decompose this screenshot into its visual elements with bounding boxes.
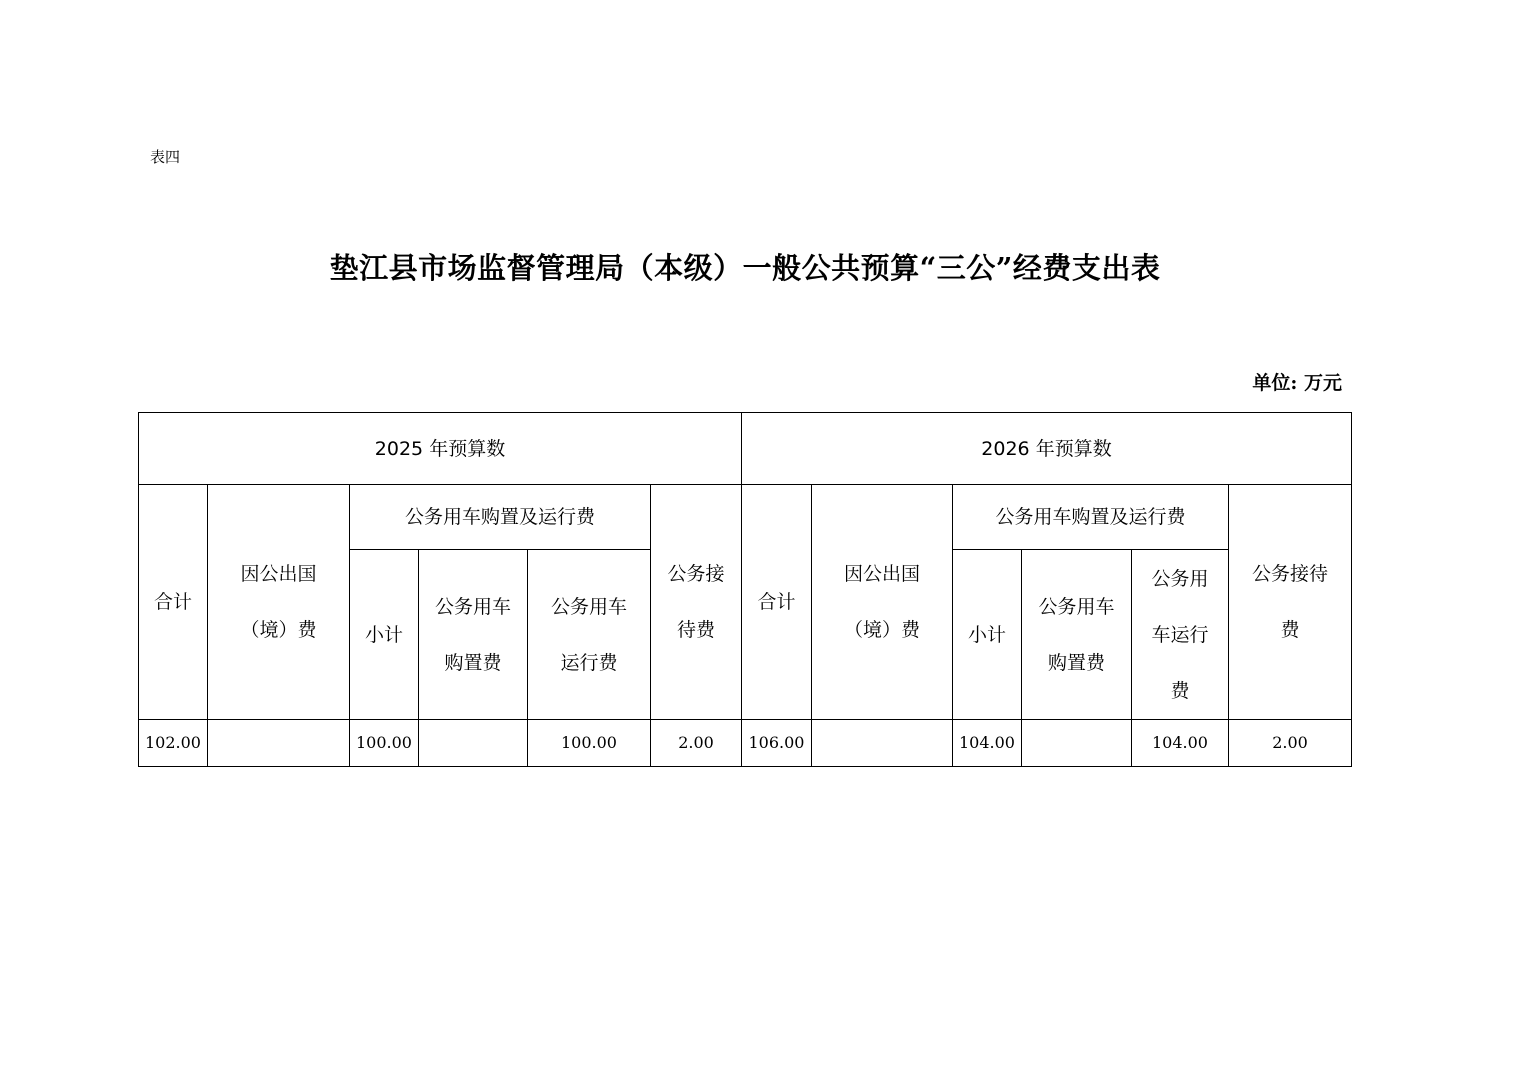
value-subtotal-2025: 100.00 xyxy=(350,720,419,767)
vehicle-purchase-header-2025-line-2: 购置费 xyxy=(444,651,502,674)
vehicle-operation-header-2026-line-3: 费 xyxy=(1170,679,1190,702)
vehicle-operation-header-2025-line-2: 运行费 xyxy=(560,651,618,674)
reception-header-2025-line-2: 待费 xyxy=(676,619,715,641)
value-vehicle-purchase-2025 xyxy=(419,720,528,767)
unit-label: 单位: 万元 xyxy=(1252,372,1342,394)
total-header-2025: 合计 xyxy=(139,485,208,720)
vehicle-purchase-header-2025-line-1: 公务用车 xyxy=(434,595,511,618)
vehicle-operation-header-2025-line-1: 公务用车 xyxy=(550,595,627,618)
abroad-header-2025-line-2: （境）费 xyxy=(240,619,317,641)
table-row xyxy=(139,720,1352,767)
value-abroad-2026 xyxy=(812,720,953,767)
value-total-2025: 102.00 xyxy=(139,720,208,767)
value-reception-2025: 2.00 xyxy=(651,720,742,767)
value-abroad-2025 xyxy=(208,720,350,767)
value-vehicle-operation-2026: 104.00 xyxy=(1132,720,1229,767)
table-label: 表四 xyxy=(150,148,181,166)
reception-header-2026-line-1: 公务接待 xyxy=(1251,563,1328,585)
abroad-header-2026-line-1: 因公出国 xyxy=(843,563,920,585)
value-subtotal-2026: 104.00 xyxy=(953,720,1022,767)
vehicle-operation-header-2026-line-1: 公务用 xyxy=(1151,567,1209,590)
subtotal-header-2025: 小计 xyxy=(350,550,419,720)
abroad-header-2026 xyxy=(812,485,953,720)
year-header-row xyxy=(139,413,1352,485)
abroad-header-2025-line-1: 因公出国 xyxy=(240,563,317,585)
header-2026: 2026 年预算数 xyxy=(742,413,1352,485)
reception-header-2025 xyxy=(651,485,742,720)
header-2025: 2025 年预算数 xyxy=(139,413,742,485)
reception-header-2026 xyxy=(1229,485,1352,720)
total-header-2026: 合计 xyxy=(742,485,812,720)
vehicle-purchase-header-2026-line-2: 购置费 xyxy=(1047,651,1105,674)
reception-header-2026-line-2: 费 xyxy=(1280,619,1300,641)
value-total-2026: 106.00 xyxy=(742,720,812,767)
value-reception-2026: 2.00 xyxy=(1229,720,1352,767)
vehicle-operation-header-2026 xyxy=(1132,550,1229,720)
abroad-header-2026-line-2: （境）费 xyxy=(843,619,920,641)
vehicle-operation-header-2025 xyxy=(528,550,651,720)
vehicle-purchase-header-2025 xyxy=(419,550,528,720)
vehicle-group-header-2026: 公务用车购置及运行费 xyxy=(953,485,1229,550)
vehicle-operation-header-2026-line-2: 车运行 xyxy=(1151,623,1209,646)
category-header-row xyxy=(139,485,1352,550)
three-public-expense-table xyxy=(138,412,1352,767)
value-vehicle-purchase-2026 xyxy=(1022,720,1132,767)
reception-header-2025-line-1: 公务接 xyxy=(667,563,725,585)
page-title: 垫江县市场监督管理局（本级）一般公共预算“三公”经费支出表 xyxy=(329,251,1161,285)
vehicle-purchase-header-2026 xyxy=(1022,550,1132,720)
abroad-header-2025 xyxy=(208,485,350,720)
vehicle-group-header-2025: 公务用车购置及运行费 xyxy=(350,485,651,550)
value-vehicle-operation-2025: 100.00 xyxy=(528,720,651,767)
subtotal-header-2026: 小计 xyxy=(953,550,1022,720)
vehicle-purchase-header-2026-line-1: 公务用车 xyxy=(1038,595,1115,618)
